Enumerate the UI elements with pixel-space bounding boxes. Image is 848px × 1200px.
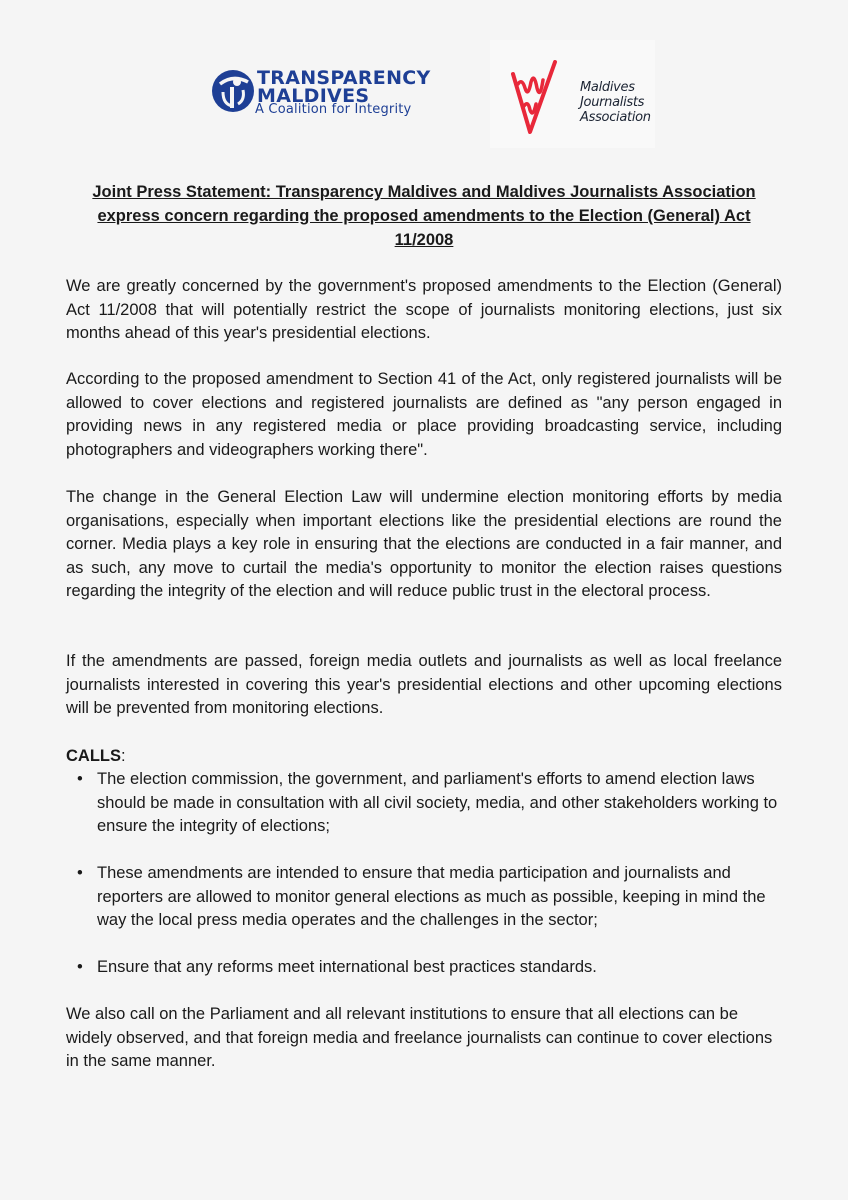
calls-list-item (66, 956, 782, 980)
tm-name-line2: MALDIVES (257, 85, 370, 107)
calls-heading-label: CALLS (66, 747, 121, 765)
paragraph-4: If the amendments are passed, foreign media outlets and journalists as well as local freelance journalists interested in covering this year's presidential elections and other upcoming elections will be prevented from monitoring elections. (66, 652, 782, 717)
bullet-icon: • (77, 864, 83, 882)
transparency-maldives-logo (210, 66, 440, 126)
calls-list (66, 768, 782, 1003)
closing-paragraph: We also call on the Parliament and all relevant institutions to ensure that all elections can be widely observed, and that foreign media and freelance journalists can continue to cover elections in the same manner. (66, 1005, 773, 1070)
calls-list-item (66, 862, 782, 933)
transparency-globe-icon (210, 68, 256, 114)
calls-item-text: These amendments are intended to ensure that media participation and journalists and reporters are allowed to monitor general elections as much as possible, keeping in mind the way the local press media operates and the challenges in the sector; (97, 864, 766, 929)
tm-tagline: A Coalition for Integrity (255, 102, 412, 117)
paragraph-2: According to the proposed amendment to Section 41 of the Act, only registered journalists will be allowed to cover elections and registered journalists are defined as "any person engaged in providing news in any registered media or place providing broadcasting service, including photographers and videographers working there". (66, 370, 782, 459)
paragraph-3: The change in the General Election Law will undermine election monitoring efforts by media organisations, especially when important elections like the presidential elections are round the corner. Media plays a key role in ensuring that the elections are conducted in a fair manner, and as such, any move to curtail the media's opportunity to monitor the election raises questions regarding the integrity of the election and will reduce public trust in the electoral process. (66, 488, 782, 600)
calls-item-text: Ensure that any reforms meet international best practices standards. (97, 958, 597, 976)
calls-item-text: The election commission, the government, and parliament's efforts to amend election laws should be made in consultation with all civil society, media, and other stakeholders working to ensure the integrity of elections; (97, 770, 778, 835)
calls-list-item (66, 768, 782, 839)
calls-heading (66, 745, 126, 769)
mja-v-emblem-icon (510, 60, 560, 135)
tm-name-line1: TRANSPARENCY (257, 67, 431, 89)
document-title: Joint Press Statement: Transparency Maldives and Maldives Journalists Association express concern regarding the proposed amendments to the Election (General) Act 11/2008 (92, 183, 756, 249)
mja-logo (490, 40, 655, 148)
mja-name-line1: Maldives (580, 80, 635, 95)
logo-header (0, 40, 848, 150)
mja-name-line2: Journalists (580, 95, 645, 110)
bullet-icon: • (77, 958, 83, 976)
bullet-icon: • (77, 770, 83, 788)
calls-heading-colon: : (121, 747, 126, 765)
mja-name-line3: Association (580, 110, 651, 125)
paragraph-1: We are greatly concerned by the government's proposed amendments to the Election (General) Act 11/2008 that will potentially restrict the scope of journalists monitoring elections, just six months ahead of this year's presidential elections. (66, 277, 782, 342)
